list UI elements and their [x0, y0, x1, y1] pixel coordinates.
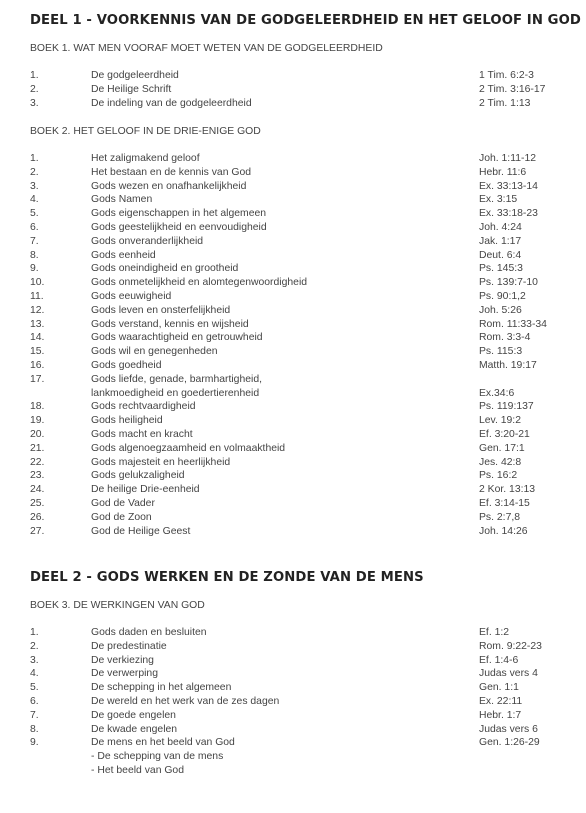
list-subitem — [0, 750, 586, 764]
item-title: God de Vader — [91, 497, 155, 509]
item-number: 13. — [30, 318, 45, 330]
item-reference: Judas vers 4 — [479, 668, 538, 680]
item-number: 9. — [30, 737, 39, 749]
item-title: De kwade engelen — [91, 723, 178, 735]
boek1-list — [0, 69, 586, 110]
item-reference: Ps. 119:137 — [479, 401, 534, 413]
item-number: 1. — [30, 153, 39, 164]
list-subitem — [0, 764, 586, 778]
deel2-title: DEEL 2 - GODS WERKEN EN DE ZONDE VAN DE MENS — [30, 570, 424, 585]
item-title: Het bestaan en de kennis van God — [91, 166, 252, 178]
list-item — [0, 262, 586, 276]
item-reference: Ex.34:6 — [479, 387, 515, 399]
item-title: De heilige Drie-eenheid — [91, 484, 200, 496]
item-number: 25. — [30, 497, 45, 509]
item-number: 23. — [30, 470, 45, 482]
item-reference: 2 Tim. 3:16-17 — [479, 83, 546, 95]
item-title: De wereld en het werk van de zes dagen — [91, 695, 280, 707]
list-item — [0, 456, 586, 470]
list-item — [0, 736, 586, 750]
list-item — [0, 497, 586, 511]
item-number: 8. — [30, 723, 39, 735]
item-title: Gods rechtvaardigheid — [91, 401, 196, 413]
item-reference: Matth. 19:17 — [479, 359, 537, 371]
item-title-line: Gods liefde, genade, barmhartigheid, — [91, 373, 262, 385]
list-item — [0, 469, 586, 483]
item-number: 24. — [30, 484, 45, 496]
item-number: 21. — [30, 442, 45, 454]
item-title: De indeling van de godgeleerdheid — [91, 97, 252, 109]
item-title: Gods macht en kracht — [91, 428, 193, 440]
item-title: De predestinatie — [91, 640, 167, 652]
item-title: De mens en het beeld van God — [91, 737, 235, 749]
item-number: 3. — [30, 654, 39, 666]
list-item — [0, 681, 586, 695]
item-reference: Joh. 1:11-12 — [479, 153, 536, 164]
list-item — [0, 193, 586, 207]
list-item — [0, 626, 586, 640]
item-number: 27. — [30, 525, 45, 537]
item-title — [91, 373, 262, 401]
list-item — [0, 442, 586, 456]
list-item — [0, 414, 586, 428]
item-reference: Ps. 115:3 — [479, 346, 523, 358]
list-item — [0, 221, 586, 235]
list-item — [0, 166, 586, 180]
item-number: 2. — [30, 83, 39, 95]
item-number: 16. — [30, 359, 45, 371]
list-item — [0, 428, 586, 442]
item-reference: Gen. 1:26-29 — [479, 737, 540, 749]
item-title: De Heilige Schrift — [91, 83, 172, 95]
item-reference: Ef. 3:14-15 — [479, 497, 530, 509]
item-reference: Jes. 42:8 — [479, 456, 522, 468]
item-reference: Ef. 1:2 — [479, 627, 510, 638]
item-reference: Ef. 1:4-6 — [479, 654, 519, 666]
boek2-list — [0, 152, 586, 538]
item-title: Gods eeuwigheid — [91, 290, 172, 302]
item-reference: Ps. 139:7-10 — [479, 277, 538, 289]
item-reference: 2 Kor. 13:13 — [479, 484, 536, 496]
item-title: Het zaligmakend geloof — [91, 153, 200, 164]
item-number: 1. — [30, 70, 39, 81]
boek3-list — [0, 626, 586, 778]
item-title: Gods leven en onsterfelijkheid — [91, 304, 231, 316]
item-title: Gods daden en besluiten — [91, 627, 207, 638]
item-number: 7. — [30, 709, 39, 721]
item-reference: Gen. 17:1 — [479, 442, 525, 454]
list-item — [0, 667, 586, 681]
item-title-line: lankmoedigheid en goedertierenheid — [91, 387, 260, 399]
item-reference: Deut. 6:4 — [479, 249, 522, 261]
item-number: 6. — [30, 221, 39, 233]
list-item — [0, 345, 586, 359]
list-item — [0, 304, 586, 318]
item-number: 3. — [30, 97, 39, 109]
list-item — [0, 318, 586, 332]
list-item — [0, 290, 586, 304]
item-title: De verkiezing — [91, 654, 154, 666]
item-title: Gods waarachtigheid en getrouwheid — [91, 332, 263, 344]
item-number: 8. — [30, 249, 39, 261]
item-reference: Judas vers 6 — [479, 723, 538, 735]
list-item — [0, 359, 586, 373]
item-reference: Hebr. 1:7 — [479, 709, 522, 721]
item-title: Gods verstand, kennis en wijsheid — [91, 318, 249, 330]
item-reference: Jak. 1:17 — [479, 235, 522, 247]
list-item — [0, 180, 586, 194]
item-number: 19. — [30, 415, 45, 427]
item-reference: Ex. 22:11 — [479, 695, 523, 707]
item-number: 6. — [30, 695, 39, 707]
list-item — [0, 207, 586, 221]
item-number: 18. — [30, 401, 45, 413]
item-title: Gods onveranderlijkheid — [91, 235, 204, 247]
item-reference: Ef. 3:20-21 — [479, 428, 530, 440]
item-number: 5. — [30, 682, 39, 694]
item-title: De goede engelen — [91, 709, 176, 721]
deel1-title: DEEL 1 - VOORKENNIS VAN DE GODGELEERDHEID EN HET GELOOF IN GOD — [30, 13, 581, 28]
item-reference: Joh. 4:24 — [479, 221, 522, 233]
item-title: Gods algenoegzaamheid en volmaaktheid — [91, 442, 286, 454]
item-title: God de Zoon — [91, 511, 152, 523]
list-item — [0, 511, 586, 525]
item-number: 26. — [30, 511, 45, 523]
list-item — [0, 654, 586, 668]
list-item — [0, 723, 586, 737]
item-number: 3. — [30, 180, 39, 192]
list-item — [0, 97, 586, 111]
item-reference: Ex. 33:18-23 — [479, 208, 538, 220]
item-number: 20. — [30, 428, 45, 440]
list-item — [0, 709, 586, 723]
item-reference: Rom. 9:22-23 — [479, 640, 542, 652]
item-number: 5. — [30, 208, 39, 220]
list-item — [0, 695, 586, 709]
item-number: 4. — [30, 194, 39, 206]
item-title: Gods wil en genegenheden — [91, 346, 218, 358]
item-reference: 1 Tim. 6:2-3 — [479, 70, 534, 81]
list-item — [0, 525, 586, 539]
item-reference: Lev. 19:2 — [479, 415, 521, 427]
item-reference: 2 Tim. 1:13 — [479, 97, 531, 109]
item-number: 17. — [30, 373, 45, 385]
item-reference: Ps. 145:3 — [479, 263, 523, 275]
item-reference: Rom. 3:3-4 — [479, 332, 531, 344]
item-title: De verwerping — [91, 668, 158, 680]
item-title: Gods geestelijkheid en eenvoudigheid — [91, 221, 267, 233]
list-item — [0, 83, 586, 97]
item-reference: Hebr. 11:6 — [479, 166, 527, 178]
list-item — [0, 373, 586, 401]
item-title: De schepping in het algemeen — [91, 682, 232, 694]
item-title: Gods gelukzaligheid — [91, 470, 185, 482]
list-item — [0, 276, 586, 290]
item-number: 14. — [30, 332, 45, 344]
list-item — [0, 400, 586, 414]
item-title: Gods wezen en onafhankelijkheid — [91, 180, 247, 192]
list-item — [0, 69, 586, 83]
list-item — [0, 152, 586, 166]
item-title: Gods oneindigheid en grootheid — [91, 263, 239, 275]
item-number: 7. — [30, 235, 39, 247]
item-reference: Gen. 1:1 — [479, 682, 519, 694]
item-number: 12. — [30, 304, 45, 316]
boek2-title: BOEK 2. HET GELOOF IN DE DRIE-ENIGE GOD — [30, 126, 261, 137]
item-reference: Ex. 33:13-14 — [479, 180, 538, 192]
subitem-title: - De schepping van de mens — [91, 751, 224, 763]
item-title: Gods heiligheid — [91, 415, 163, 427]
item-number: 10. — [30, 277, 45, 289]
list-item — [0, 331, 586, 345]
subitem-title: - Het beeld van God — [91, 764, 184, 776]
item-title: De godgeleerdheid — [91, 70, 179, 81]
item-number: 11. — [30, 290, 44, 302]
boek3-title: BOEK 3. DE WERKINGEN VAN GOD — [30, 600, 205, 611]
item-title: Gods Namen — [91, 194, 153, 206]
item-title: Gods eigenschappen in het algemeen — [91, 208, 267, 220]
item-number: 1. — [30, 627, 39, 638]
item-number: 2. — [30, 640, 39, 652]
item-number: 4. — [30, 668, 39, 680]
item-title: God de Heilige Geest — [91, 525, 191, 537]
item-title: Gods goedheid — [91, 359, 162, 371]
item-number: 9. — [30, 263, 39, 275]
item-title: Gods eenheid — [91, 249, 156, 261]
item-reference: Ps. 90:1,2 — [479, 290, 526, 302]
item-title: Gods majesteit en heerlijkheid — [91, 456, 231, 468]
list-item — [0, 249, 586, 263]
boek1-title: BOEK 1. WAT MEN VOORAF MOET WETEN VAN DE GODGELEERDHEID — [30, 43, 383, 54]
list-item — [0, 640, 586, 654]
item-title: Gods onmetelijkheid en alomtegenwoordigheid — [91, 277, 308, 289]
item-reference: Joh. 14:26 — [479, 525, 528, 537]
item-number: 22. — [30, 456, 45, 468]
list-item — [0, 483, 586, 497]
item-reference: Joh. 5:26 — [479, 304, 522, 316]
item-reference: Ps. 2:7,8 — [479, 511, 521, 523]
item-reference: Rom. 11:33-34 — [479, 318, 547, 330]
item-reference: Ps. 16:2 — [479, 470, 518, 482]
item-number: 15. — [30, 346, 45, 358]
item-reference: Ex. 3:15 — [479, 194, 518, 206]
item-number: 2. — [30, 166, 39, 178]
list-item — [0, 235, 586, 249]
